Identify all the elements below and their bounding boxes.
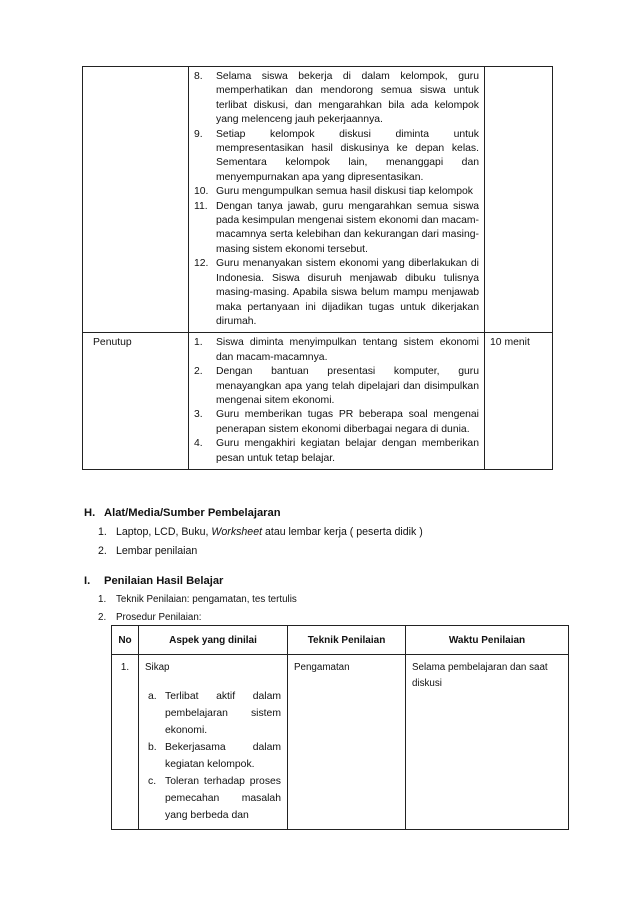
duration-cell-empty <box>485 67 553 333</box>
assessment-header-row <box>112 626 569 655</box>
header-aspect: Aspek yang dinilai <box>139 626 288 655</box>
step-number: 3. <box>194 409 203 421</box>
step-text: Terlibat aktif dalam pembelajaran sistem ekonomi. <box>165 691 281 736</box>
core-steps-list <box>194 70 479 329</box>
technique-cell: Pengamatan <box>288 655 406 830</box>
closing-step-item <box>194 437 479 466</box>
step-number: 9. <box>194 128 203 140</box>
section-title: Penilaian Hasil Belajar <box>104 575 224 587</box>
core-step-item <box>194 257 479 329</box>
phase-label: Penutup <box>83 333 189 470</box>
duration-label: 10 menit <box>485 333 553 470</box>
section-h-heading <box>84 507 281 519</box>
aspect-sub-item <box>145 773 281 824</box>
step-number: 1. <box>194 337 203 349</box>
step-number: 4. <box>194 438 203 450</box>
step-text: Setiap kelompok diskusi diminta untuk mempresentasikan hasil diskusinya ke depan kelas. Sementara kelompok lain, menanggapi dan menyempurnakan apa yang dipresentasikan. <box>216 128 479 183</box>
item-text: atau lembar kerja ( peserta didik ) <box>262 526 423 538</box>
step-number: 10. <box>194 186 209 198</box>
step-number: 2. <box>194 366 203 378</box>
closing-step-item <box>194 336 479 365</box>
step-text: Guru mengakhiri kegiatan belajar dengan memberikan pesan untuk tetap belajar. <box>216 438 479 464</box>
aspect-label: Sikap <box>145 662 170 673</box>
step-text: Dengan tanya jawab, guru mengarahkan semua siswa pada kesimpulan mengenai sistem ekonomi dan macam-macamnya serta kelebihan dan kekurangan dari masing-masing sistem ekonomi tersebut. <box>216 200 479 255</box>
step-text: Siswa diminta menyimpulkan tentang sistem ekonomi dan macam-macamnya. <box>216 337 479 363</box>
aspect-sub-item <box>145 739 281 773</box>
core-step-item <box>194 128 479 186</box>
step-text: Guru menanyakan sistem ekonomi yang diberlakukan di Indonesia. Siswa disuruh menjawab dibuku tulisnya masing-masing. Apabila siswa belum mampu menjawab maka pertanyaan ini dijadikan tugas untuk dikerjakan dirumah. <box>216 258 479 327</box>
step-number: c. <box>148 776 157 787</box>
closing-steps-cell <box>189 333 485 470</box>
section-letter: I. <box>84 575 91 587</box>
assessment-row <box>112 655 569 830</box>
header-time: Waktu Penilaian <box>406 626 569 655</box>
closing-step-item <box>194 408 479 437</box>
item-italic-text: Worksheet <box>211 526 263 538</box>
step-number: 11. <box>194 200 208 212</box>
learning-activity-table <box>82 66 553 470</box>
aspect-cell <box>139 655 288 830</box>
tools-item <box>98 545 197 557</box>
core-step-item <box>194 70 479 128</box>
header-technique: Teknik Penilaian <box>288 626 406 655</box>
aspect-sub-list <box>145 688 281 824</box>
closing-steps-list <box>194 336 479 466</box>
step-number: a. <box>148 691 157 702</box>
step-text: Bekerjasama dalam kegiatan kelompok. <box>165 742 281 770</box>
step-text: Selama siswa bekerja di dalam kelompok, guru memperhatikan dan mendorong semua siswa untuk terlibat diskusi, dan mengarahkan bila ada kelompok yang melenceng jauh pekerjaannya. <box>216 71 479 126</box>
assessment-technique-item <box>98 594 297 605</box>
time-cell: Selama pembelajaran dan saat diskusi <box>406 655 569 830</box>
step-number: 12. <box>194 258 209 270</box>
section-i-heading <box>84 575 223 587</box>
section-title: Alat/Media/Sumber Pembelajaran <box>104 507 281 519</box>
step-text: Guru memberikan tugas PR beberapa soal mengenai penerapan sistem ekonomi diberbagai negara di dunia. <box>216 409 479 435</box>
closing-activity-row <box>83 333 553 470</box>
assessment-table <box>111 625 569 830</box>
core-activity-row <box>83 67 553 333</box>
step-text: Guru mengumpulkan semua hasil diskusi tiap kelompok <box>216 186 474 198</box>
section-letter: H. <box>84 507 96 519</box>
header-no: No <box>112 626 139 655</box>
item-number: 2. <box>98 545 107 557</box>
item-text: Prosedur Penilaian: <box>116 612 202 623</box>
assessment-procedure-item <box>98 612 202 623</box>
activity-steps-cell <box>189 67 485 333</box>
step-text: Dengan bantuan presentasi komputer, guru menayangkan apa yang telah dipelajari dan disimpulkan mengenai sitem ekonomi. <box>216 366 479 406</box>
item-number: 1. <box>98 594 107 605</box>
step-text: Toleran terhadap proses pemecahan masalah yang berbeda dan <box>165 776 281 821</box>
step-number: 8. <box>194 71 203 82</box>
core-step-item <box>194 200 479 258</box>
item-text: Laptop, LCD, Buku, <box>116 526 212 538</box>
item-number: 1. <box>98 526 107 538</box>
core-step-item <box>194 185 479 199</box>
item-number: 2. <box>98 612 107 623</box>
phase-cell-empty <box>83 67 189 333</box>
item-text: Teknik Penilaian: pengamatan, tes tertulis <box>116 594 297 605</box>
tools-item <box>98 526 423 538</box>
item-text: Lembar penilaian <box>116 545 198 557</box>
closing-step-item <box>194 365 479 408</box>
aspect-sub-item <box>145 688 281 739</box>
row-number: 1. <box>112 655 139 830</box>
step-number: b. <box>148 742 157 753</box>
